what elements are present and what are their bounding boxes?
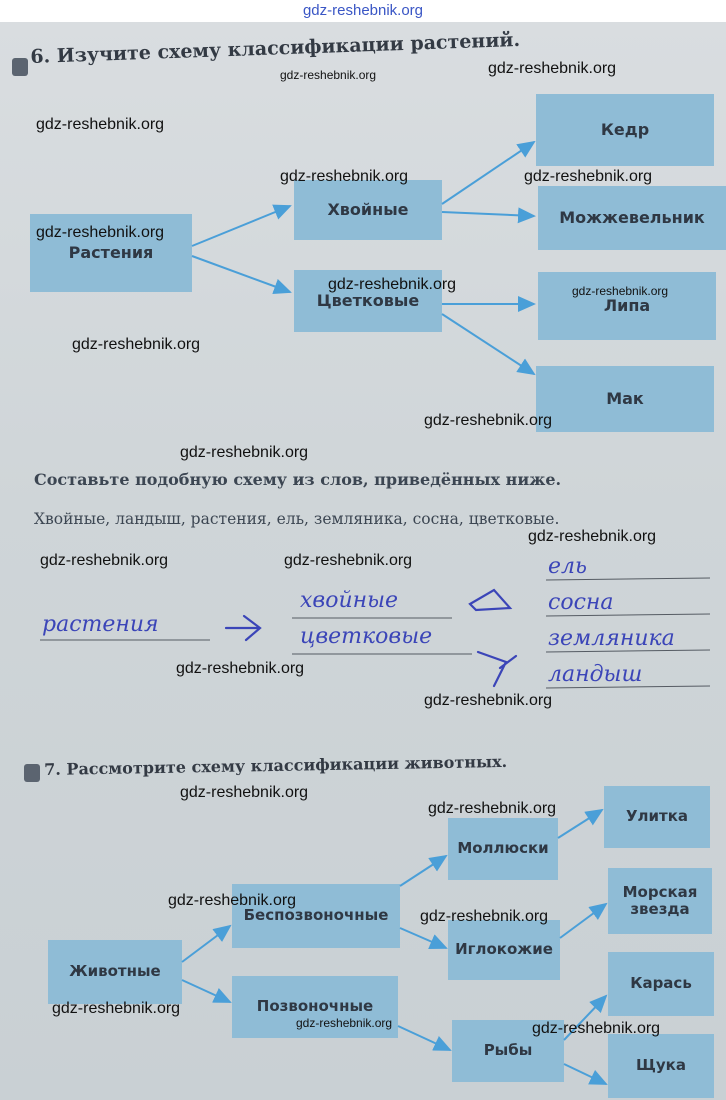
arrow-invertebrates-echinoderms (400, 928, 446, 948)
answer-line-leaf-4 (546, 686, 710, 688)
echinoderms-label: Иглокожие (455, 940, 553, 959)
watermark: gdz-reshebnik.org (488, 60, 617, 77)
arrow-invertebrates-molluscs (400, 856, 446, 886)
arrow-echinoderms-starfish (560, 904, 606, 938)
watermark: gdz-reshebnik.org (168, 892, 297, 909)
plants-root-label: Растения (68, 242, 154, 262)
task6-title: Изучите схему классификации растений. (56, 28, 521, 68)
hand-group-flowering: цветковые (300, 624, 433, 649)
arrow-animals-invertebrates (182, 926, 230, 962)
watermark: gdz-reshebnik.org (72, 336, 201, 353)
arrow-conifers-juniper (442, 212, 534, 216)
answer-line-leaf-1 (546, 578, 710, 580)
flowering-label: Цветковые (316, 290, 420, 310)
watermark: gdz-reshebnik.org (424, 692, 553, 709)
hand-leaf-lily: ландыш (548, 662, 643, 687)
poppy-label: Мак (606, 388, 644, 408)
animals-root-label: Животные (69, 962, 161, 981)
watermark: gdz-reshebnik.org (180, 444, 309, 461)
cedar-label: Кедр (600, 119, 650, 139)
task6-number: 6. (30, 45, 51, 68)
watermark: gdz-reshebnik.org (424, 412, 553, 429)
molluscs-label: Моллюски (457, 839, 549, 858)
watermark: gdz-reshebnik.org (524, 168, 653, 185)
site-header-link[interactable]: gdz-reshebnik.org (302, 2, 424, 19)
pike-label: Щука (636, 1056, 686, 1075)
watermark: gdz-reshebnik.org (572, 284, 669, 298)
hand-leaf-pine: сосна (548, 590, 614, 615)
hand-leaf-strawberry: земляника (548, 626, 675, 651)
watermark: gdz-reshebnik.org (532, 1020, 661, 1037)
hand-arrow-flowering (478, 652, 516, 686)
watermark: gdz-reshebnik.org (280, 68, 377, 82)
snail-label: Улитка (625, 807, 689, 826)
watermark: gdz-reshebnik.org (180, 784, 309, 801)
arrow-flowering-poppy (442, 314, 534, 374)
watermark: gdz-reshebnik.org (328, 276, 457, 293)
linden-label: Липа (603, 295, 651, 315)
arrow-fishes-pike (564, 1064, 606, 1084)
juniper-label: Можжевельник (559, 207, 705, 227)
task7-title: Рассмотрите схему классификации животных. (66, 751, 508, 779)
vertebrates-label: Позвоночные (256, 997, 374, 1016)
watermark: gdz-reshebnik.org (296, 1016, 393, 1030)
arrow-plants-flowering (192, 256, 290, 292)
hand-arrow-root (226, 616, 260, 640)
watermark: gdz-reshebnik.org (420, 908, 549, 925)
watermark: gdz-reshebnik.org (36, 224, 165, 241)
hand-leaf-spruce: ель (548, 554, 588, 579)
arrow-plants-conifers (192, 206, 290, 246)
watermark: gdz-reshebnik.org (40, 552, 169, 569)
arrow-conifers-cedar (442, 142, 534, 204)
watermark: gdz-reshebnik.org (36, 116, 165, 133)
watermark: gdz-reshebnik.org (284, 552, 413, 569)
hand-group-conifers: хвойные (300, 588, 399, 613)
conifers-label: Хвойные (327, 199, 409, 219)
arrow-animals-vertebrates (182, 980, 230, 1002)
watermark: gdz-reshebnik.org (280, 168, 409, 185)
answer-line-leaf-3 (546, 650, 710, 652)
crucian-label: Карась (630, 974, 692, 993)
watermark: gdz-reshebnik.org (428, 800, 557, 817)
watermark: gdz-reshebnik.org (176, 660, 305, 677)
watermark: gdz-reshebnik.org (528, 528, 657, 545)
task7-number: 7. (44, 759, 62, 779)
watermark: gdz-reshebnik.org (52, 1000, 181, 1017)
answer-line-leaf-2 (546, 614, 710, 616)
arrow-vertebrates-fishes (398, 1026, 450, 1050)
arrow-molluscs-snail (558, 810, 602, 838)
hand-root: растения (42, 612, 159, 637)
hand-arrow-conifers (470, 590, 510, 610)
starfish-label: Морская звезда (622, 882, 698, 918)
invertebrates-label: Беспозвоночные (243, 906, 389, 925)
task6-instruction: Составьте подобную схему из слов, приведённых ниже. (34, 470, 562, 489)
fishes-label: Рыбы (483, 1041, 533, 1060)
task6-word-list: Хвойные, ландыш, растения, ель, земляника, сосна, цветковые. (34, 510, 560, 528)
